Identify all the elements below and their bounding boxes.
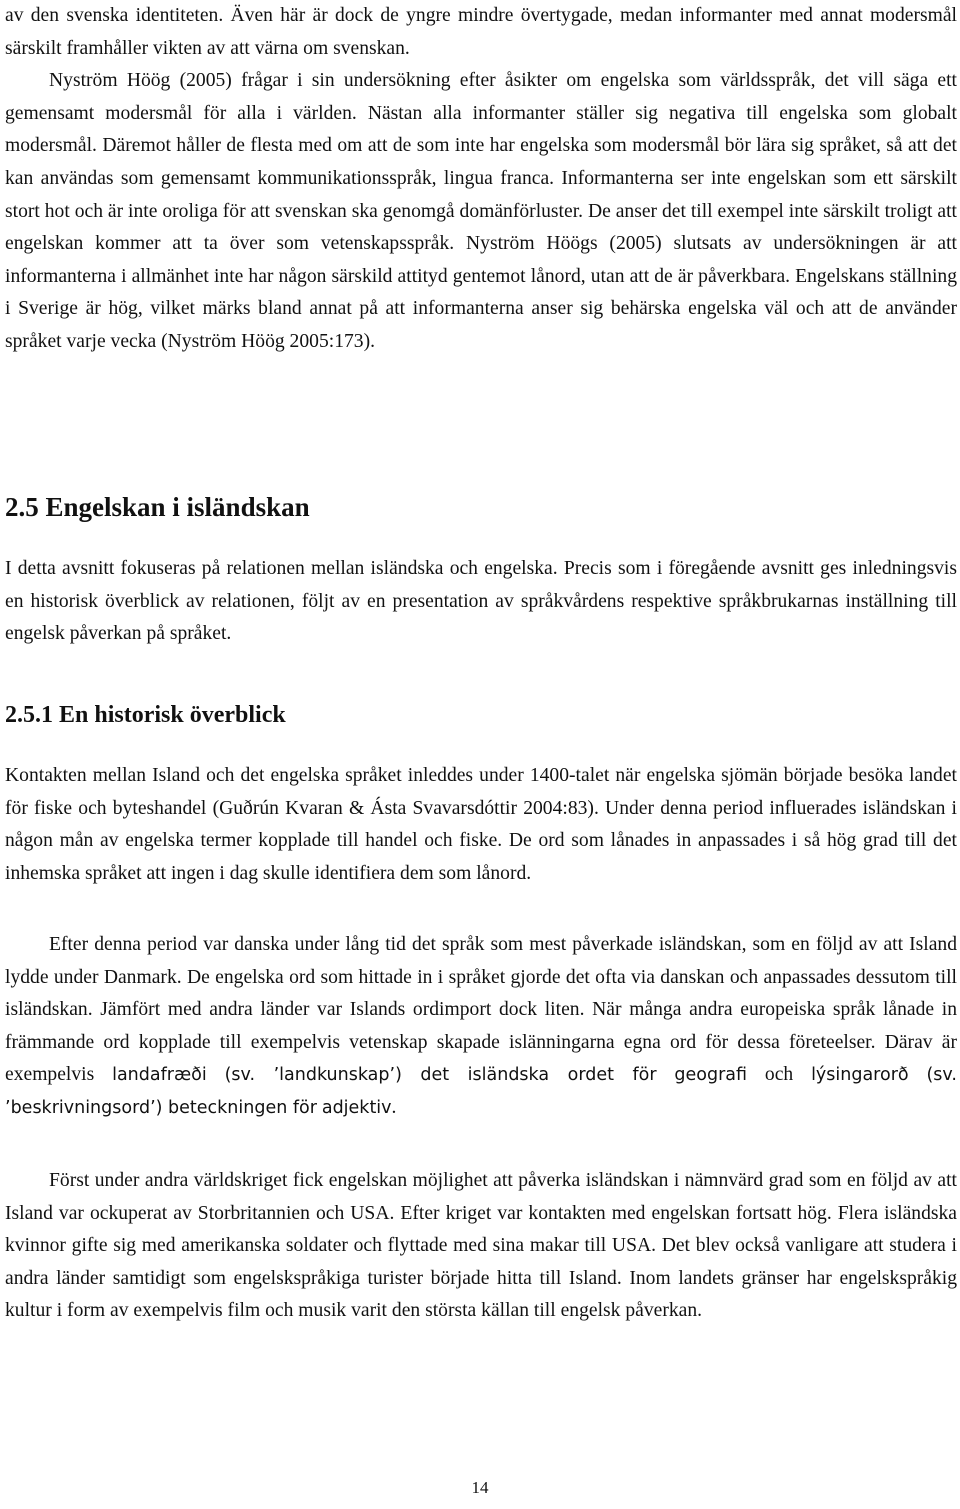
paragraph-section-intro: I detta avsnitt fokuseras på relationen mellan isländska och engelska. Precis som i föregående avsnitt ges inledningsvis en historisk överblick av relationen, följt av en presentation av språkvårdens respektive språkbrukarnas inställning till engelsk påverkan på språket. bbox=[5, 558, 957, 645]
section-heading-2-5: 2.5 Engelskan i isländskan bbox=[5, 492, 310, 522]
paragraph-intro-first: av den svenska identiteten. Även här är dock de yngre mindre övertygade, medan informanter med annat modersmål särskilt framhåller vikten av att värna om svenskan. bbox=[5, 5, 957, 59]
page-number: 14 bbox=[471, 1478, 489, 1497]
p4-text-e: . bbox=[391, 1096, 397, 1118]
word-geografi: geografi bbox=[674, 1065, 748, 1086]
word-landafraedi: landafræði bbox=[112, 1065, 207, 1086]
p4-text-b: (sv. ’landkunskap’) det isländska ordet för bbox=[224, 1065, 657, 1086]
subsection-heading-2-5-1: 2.5.1 En historisk överblick bbox=[5, 702, 286, 728]
paragraph-danish-period bbox=[5, 929, 957, 1125]
paragraph-intro-rest: Nyström Höög (2005) frågar i sin undersökning efter åsikter om engelska som världsspråk, det vill säga ett gemensamt modersmål för alla i världen. Nästan alla informanter ställer sig negativa till engelska som globalt modersmål. Däremot håller de flesta med om att de som inte har engelska som modersmål bör lära sig språket, så att det kan användas som gemensamt kommunikationsspråk, lingua franca. Informanterna ser inte engelskan som ett särskilt stort hot och är inte oroliga för att svenskan ska genomgå domänförluster. De anser det till exempel inte särskilt troligt att engelskan kommer att ta över som vetenskapsspråk. Nyström Höögs (2005) slutsats av undersökningen är att informanterna i allmänhet inte har någon särskild attityd gentemot lånord, utan att de är påverkbara. Engelskans ställning i Sverige är hög, vilket märks bland annat på att informanterna anser sig behärska engelska väl och att de använder språket varje vecka (Nyström Höög 2005:173). bbox=[5, 70, 957, 352]
p4-text-a: Efter denna period var danska under lång tid det språk som mest påverkade isländskan, som en följd av att Island lydde under Danmark. De engelska ord som hittade in i språket gjorde det ofta via danskan och anpassades dessutom till isländskan. Jämfört med andra länder var Islands ordimport dock liten. När många andra europeiska språk lånade in främmande ord kopplade till exempelvis vetenskap skapade islänningarna egna ord för dessa företeelser. Därav är exempelvis bbox=[5, 934, 957, 1086]
paragraph-contact-history: Kontakten mellan Island och det engelska språket inleddes under 1400-talet när engelska sjömän började besöka landet för fiske och byteshandel (Guðrún Kvaran & Ásta Svavarsdóttir 2004:83). Under denna period influerades isländskan i någon mån av engelska termer kopplade till handel och fiske. De ord som lånades in anpassades i så hög grad till det inhemska språket att ingen i dag skulle identifiera dem som lånord. bbox=[5, 765, 957, 884]
paragraph-intro bbox=[5, 0, 957, 359]
paragraph-ww2-influence: Först under andra världskriget fick engelskan möjlighet att påverka isländskan i nämnvärd grad som en följd av att Island var ockuperat av Storbritannien och USA. Efter kriget var kontakten med engelskan fortsatt hög. Flera isländska kvinnor gifte sig med amerikanska soldater och flyttade med sina makar till USA. Det blev också vanligare att studera i andra länder samtidigt som engelskspråkiga turister började hitta till Island. Inom landets gränser har engelskspråkig kultur i form av exempelvis film och musik varit den största källan till engelsk påverkan. bbox=[5, 1170, 957, 1322]
p4-text-c: och bbox=[764, 1064, 794, 1086]
p4-text-d: (sv. ’beskrivningsord’) beteckningen för bbox=[5, 1065, 957, 1118]
word-lysingarord: lýsingarorð bbox=[811, 1065, 909, 1086]
word-adjektiv: adjektiv bbox=[321, 1097, 392, 1118]
